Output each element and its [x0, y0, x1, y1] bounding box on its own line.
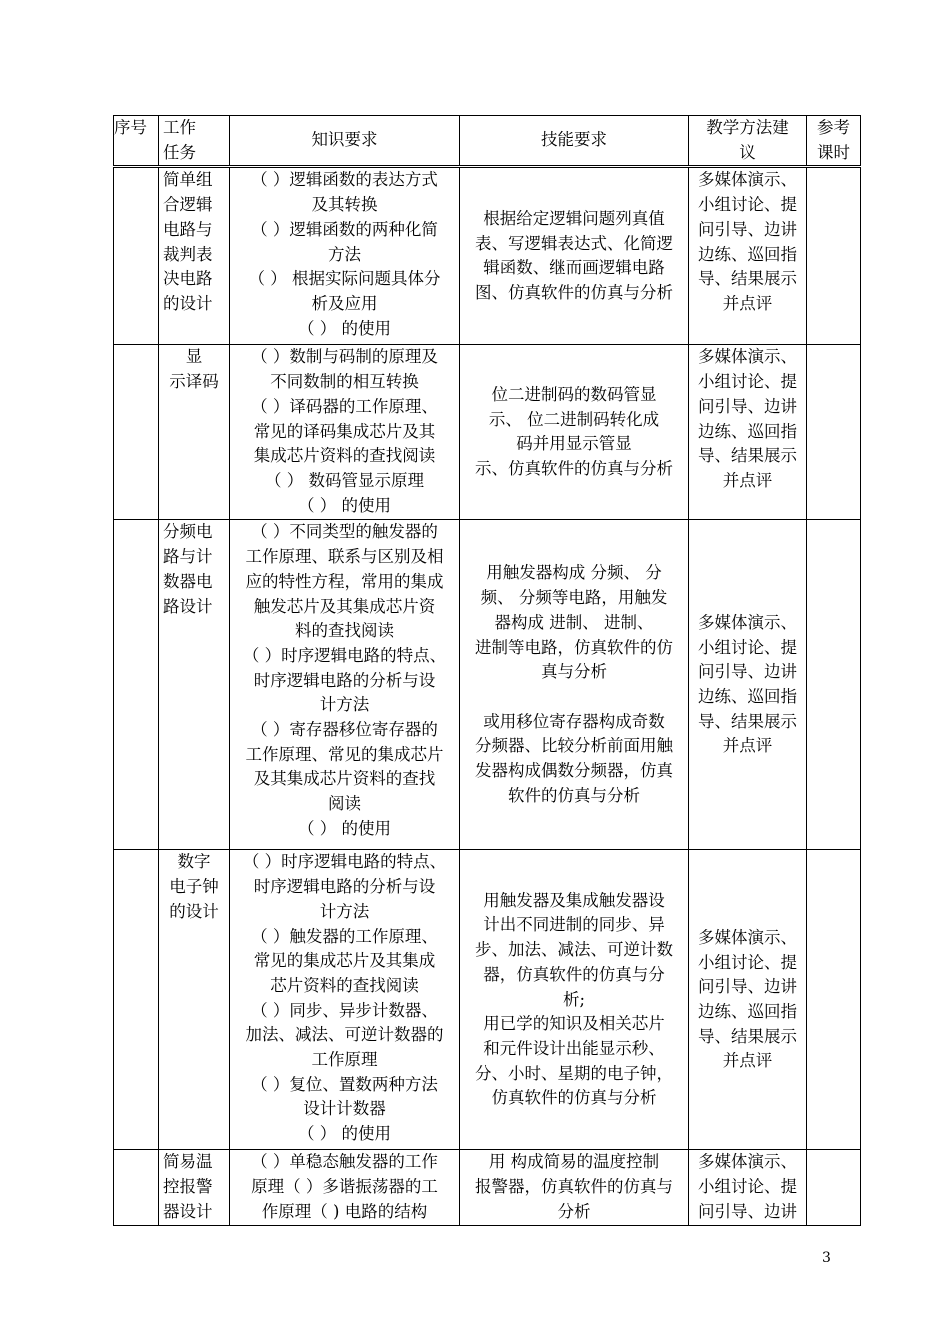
method-cell: 多媒体演示、 小组讨论、提 问引导、边讲 边练、巡回指 导、结果展示 并点评	[689, 520, 807, 850]
method-cell: 多媒体演示、 小组讨论、提 问引导、边讲 边练、巡回指 导、结果展示 并点评	[689, 167, 807, 345]
seq-cell	[114, 850, 159, 1150]
curriculum-table	[113, 115, 861, 1226]
table-row	[114, 167, 861, 345]
header-task: 工作 任务	[159, 116, 230, 167]
knowledge-cell: （ ）不同类型的触发器的 工作原理、联系与区别及相 应的特性方程，常用的集成 触发芯片及其集成芯片资 料的查找阅读 （ ）时序逻辑电路的特点、 时序逻辑电路的分析与设 计方法 （ ）寄存器移位寄存器的 工作原理、常见的集成芯片 及其集成芯片资料的查找 阅读 （ ） 的使用	[230, 520, 460, 850]
table-row	[114, 345, 861, 520]
task-cell: 简单组 合逻辑 电路与 裁判表 决电路 的设计	[159, 167, 230, 345]
task-cell: 分频电 路与计 数器电 路设计	[159, 520, 230, 850]
header-hours: 参考 课时	[807, 116, 861, 167]
hours-cell	[807, 167, 861, 345]
skill-cell: 位二进制码的数码管显 示、 位二进制码转化成 码并用显示管显 示、仿真软件的仿真与分析	[460, 345, 689, 520]
skill-cell: 用 构成简易的温度控制 报警器，仿真软件的仿真与 分析	[460, 1150, 689, 1226]
skill-cell: 根据给定逻辑问题列真值 表、写逻辑表达式、化简逻 辑函数、继而画逻辑电路 图、仿真软件的仿真与分析	[460, 167, 689, 345]
table-row	[114, 520, 861, 850]
table-header-row	[114, 116, 861, 167]
header-skill: 技能要求	[460, 116, 689, 167]
task-cell: 简易温 控报警 器设计	[159, 1150, 230, 1226]
hours-cell	[807, 345, 861, 520]
knowledge-cell: （ ）时序逻辑电路的特点、 时序逻辑电路的分析与设 计方法 （ ）触发器的工作原理、 常见的集成芯片及其集成 芯片资料的查找阅读 （ ）同步、异步计数器、 加法、减法、可逆计数器的 工作原理 （ ）复位、置数两种方法 设计计数器 （ ） 的使用	[230, 850, 460, 1150]
knowledge-cell: （ ）数制与码制的原理及 不同数制的相互转换 （ ）译码器的工作原理、 常见的译码集成芯片及其 集成芯片资料的查找阅读 （ ） 数码管显示原理 （ ） 的使用	[230, 345, 460, 520]
knowledge-cell: （ ）单稳态触发器的工作 原理（ ）多谐振荡器的工 作原理（ ) 电路的结构	[230, 1150, 460, 1226]
task-cell: 显 示译码	[159, 345, 230, 520]
skill-cell: 用触发器及集成触发器设 计出不同进制的同步、异 步、加法、减法、可逆计数 器，仿真软件的仿真与分 析; 用已学的知识及相关芯片 和元件设计出能显示秒、 分、小时、星期的电子钟， 仿真软件的仿真与分析	[460, 850, 689, 1150]
skill-cell: 用触发器构成 分频、 分 频、 分频等电路，用触发 器构成 进制、 进制、 进制等电路，仿真软件的仿 真与分析 或用移位寄存器构成奇数 分频器、比较分析前面用触 发器构成偶数分频器，仿真 软件的仿真与分析	[460, 520, 689, 850]
method-cell: 多媒体演示、 小组讨论、提 问引导、边讲 边练、巡回指 导、结果展示 并点评	[689, 345, 807, 520]
task-cell: 数字 电子钟 的设计	[159, 850, 230, 1150]
knowledge-cell: （ ）逻辑函数的表达方式 及其转换 （ ）逻辑函数的两种化简 方法 （ ） 根据实际问题具体分 析及应用 （ ） 的使用	[230, 167, 460, 345]
table-row	[114, 1150, 861, 1226]
hours-cell	[807, 850, 861, 1150]
header-seq: 序号	[114, 116, 159, 167]
seq-cell	[114, 1150, 159, 1226]
header-method: 教学方法建 议	[689, 116, 807, 167]
seq-cell	[114, 520, 159, 850]
method-cell: 多媒体演示、 小组讨论、提 问引导、边讲 边练、巡回指 导、结果展示 并点评	[689, 850, 807, 1150]
hours-cell	[807, 1150, 861, 1226]
seq-cell	[114, 345, 159, 520]
seq-cell	[114, 167, 159, 345]
page-number: 3	[822, 1250, 831, 1266]
hours-cell	[807, 520, 861, 850]
method-cell: 多媒体演示、 小组讨论、提 问引导、边讲	[689, 1150, 807, 1226]
table-row	[114, 850, 861, 1150]
header-knowledge: 知识要求	[230, 116, 460, 167]
